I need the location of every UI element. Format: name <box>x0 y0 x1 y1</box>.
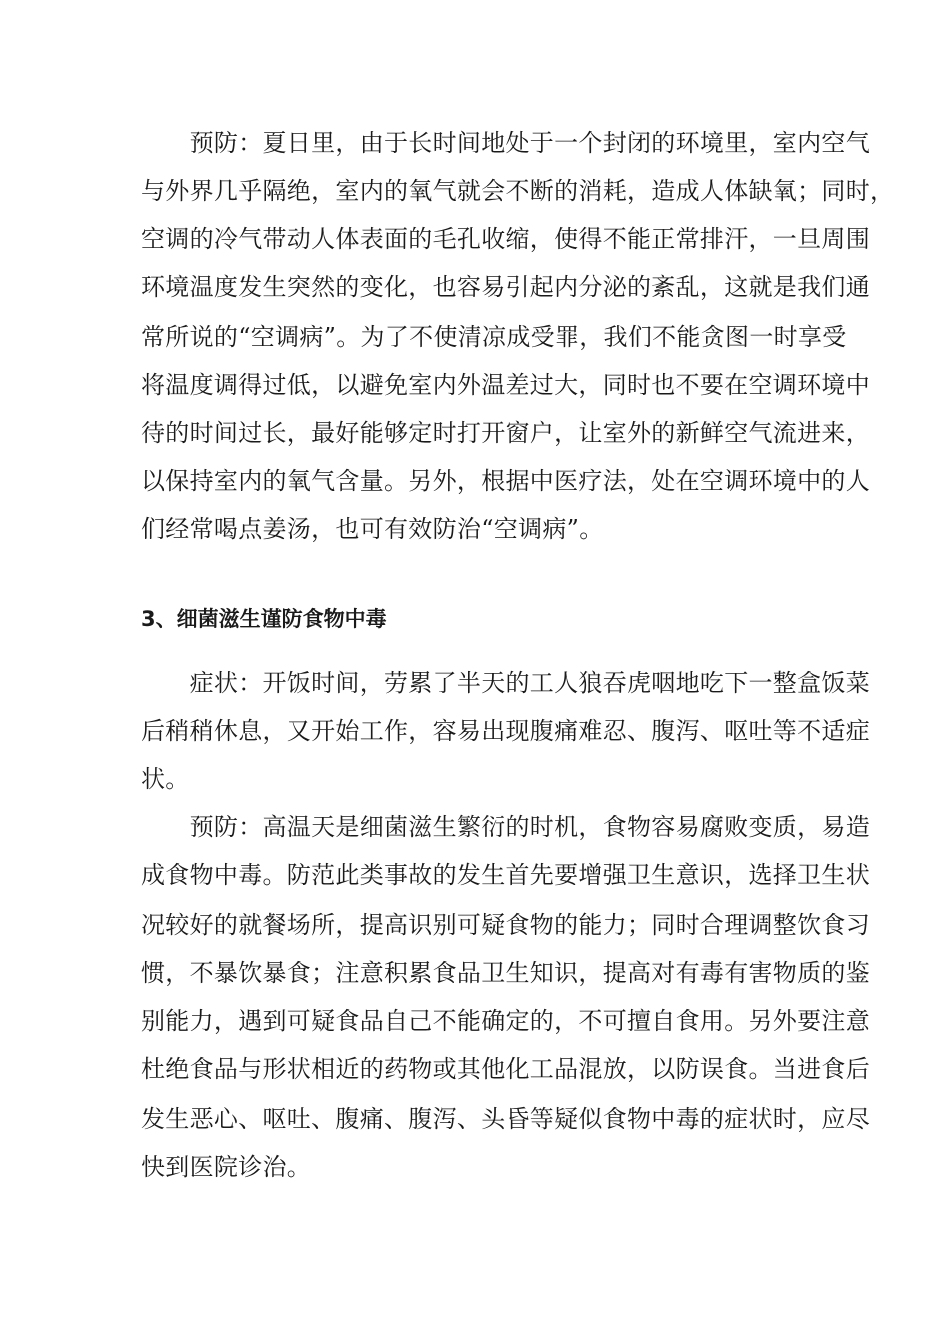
paragraph-line: 后稍稍休息，又开始工作，容易出现腹痛难忍、腹泻、呕吐等不适症 <box>141 717 870 745</box>
paragraph-line: 与外界几乎隔绝，室内的氧气就会不断的消耗，造成人体缺氧；同时， <box>141 177 895 205</box>
paragraph-line: 快到医院诊治。 <box>141 1153 312 1181</box>
paragraph-line: 预防：夏日里，由于长时间地处于一个封闭的环境里，室内空气 <box>141 129 870 157</box>
paragraph-line: 预防：高温天是细菌滋生繁衍的时机，食物容易腐败变质，易造 <box>141 813 870 841</box>
paragraph-line: 成食物中毒。防范此类事故的发生首先要增强卫生意识，选择卫生状 <box>141 861 870 889</box>
paragraph-line: 况较好的就餐场所，提高识别可疑食物的能力；同时合理调整饮食习 <box>141 911 870 939</box>
paragraph-line: 状。 <box>141 765 190 793</box>
paragraph-line: 杜绝食品与形状相近的药物或其他化工品混放，以防误食。当进食后 <box>141 1055 870 1083</box>
paragraph-line: 常所说的“空调病”。为了不使清凉成受罪，我们不能贪图一时享受 <box>141 323 847 351</box>
paragraph-line: 将温度调得过低，以避免室内外温差过大，同时也不要在空调环境中 <box>141 371 870 399</box>
paragraph-line: 待的时间过长，最好能够定时打开窗户，让室外的新鲜空气流进来， <box>141 419 870 447</box>
paragraph-line: 以保持室内的氧气含量。另外，根据中医疗法，处在空调环境中的人 <box>141 467 870 495</box>
paragraph-line: 症状：开饭时间，劳累了半天的工人狼吞虎咽地吃下一整盒饭菜 <box>141 669 870 697</box>
paragraph-line: 们经常喝点姜汤，也可有效防治“空调病”。 <box>141 515 604 543</box>
paragraph-line: 空调的冷气带动人体表面的毛孔收缩，使得不能正常排汗，一旦周围 <box>141 225 870 253</box>
paragraph-line: 发生恶心、呕吐、腹痛、腹泻、头昏等疑似食物中毒的症状时，应尽 <box>141 1105 870 1133</box>
paragraph-line: 别能力，遇到可疑食品自己不能确定的，不可擅自食用。另外要注意 <box>141 1007 870 1035</box>
section-heading: 3、细菌滋生谨防食物中毒 <box>141 607 387 631</box>
paragraph-line: 环境温度发生突然的变化，也容易引起内分泌的紊乱，这就是我们通 <box>141 273 870 301</box>
paragraph-line: 惯，不暴饮暴食；注意积累食品卫生知识，提高对有毒有害物质的鉴 <box>141 959 870 987</box>
